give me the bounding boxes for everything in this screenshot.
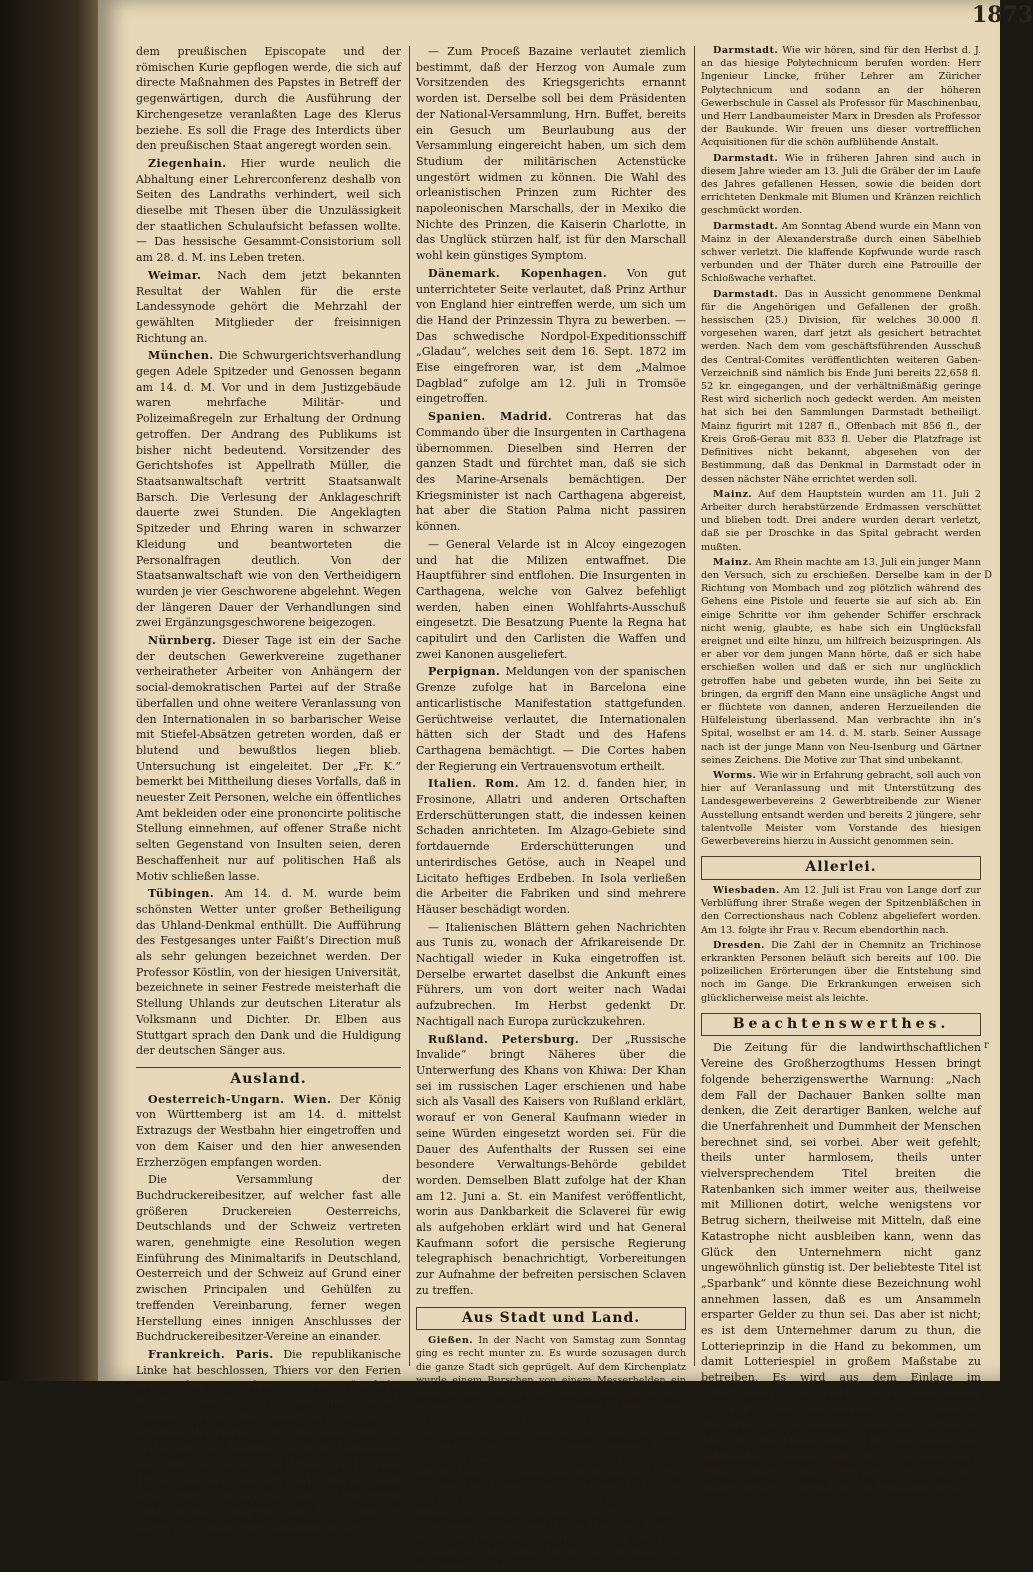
article-text: Die Schwurgerichtsverhandlung gegen Adele Spitzeder und Genossen begann am 14. d. M. Vor und in dem Justizgebäude waren mehrfache Militär- und Polizeimaßregeln zur Erhaltung der Ordnung getroffen. Der Andrang des Publikums ist bisher nicht bedeutend. Vorsitzender des Gerichtshofes ist Appellrath Müller, die Staatsanwaltschaft vertritt Staatsanwalt Barsch. Die Verlesung der Anklageschrift dauerte zwei Stunden. Die Angeklagten Spitzeder und Ehring waren in schwarzer Kleidung und beantworteten die Personalfragen deutlich. Von der Staatsanwaltschaft wie von den Vertheidigern wurden je vier Geschworene abgelehnt. Wegen der längeren Dauer der Verhandlungen sind zwei Ergänzungsgeschworene beigezogen. [136,349,401,630]
place-heading: Darmstadt. [713,152,779,164]
article [416,266,686,407]
section-heading-stadt-und-land: Aus Stadt und Land. [416,1307,686,1331]
article [136,156,401,266]
article-text: Wie in früheren Jahren sind auch in diesem Jahre wieder am 13. Juli die Gräber der im Laufe des Jahres gefallenen Hessen, sowie die beiden dort errichteten Denkmale mit Blumen und Kränzen reichlich geschmückt worden. [701,152,981,217]
place-heading: Darmstadt. [713,45,779,56]
article-text: Contreras hat das Commando über die Insurgenten in Carthagena übernommen. Dieselben sind Herren der ganzen Stadt und fürchtet man, daß sie sich des Marine-Arsenals bemächtigen. Der Kriegsminister ist nach Carthagena abgereist, hat aber die Station Palma nicht passiren können. [416,410,687,534]
column-3 [701,44,981,1495]
edge-fragment: D [984,570,993,581]
article [136,268,401,347]
place-heading: Dänemark. Kopenhagen. [428,266,608,280]
article-text: Dieser Tage ist ein der Sache der deutschen Gewerkvereine zugethaner verheiratheter Arbeiter von Anhängern der social-demokratischen Partei auf der Straße überfallen und ohne weitere Veranlassung von den Internationalen in so barbarischer Weise mit Stiefel-Absätzen getreten worden, daß er blutend und bewußtlos liegen blieb. Untersuchung ist eingeleitet. Der „Fr. K.“ bemerkt bei Mittheilung dieses Vorfalls, daß in neuester Zeit Personen, welche ein öffentliches Amt bekleiden oder eine prononcirte politische Stellung einnehmen, auf offener Straße nicht selten Gegenstand von Insulten seien, deren Beschaffenheit nur auf politischen Haß als Motiv schließen lasse. [136,634,401,883]
article [701,44,981,150]
section-heading-ausland: Ausland. [136,1067,401,1088]
column-2 [416,44,687,1571]
article-text: In der Nacht von Samstag zum Sonntag ging es recht munter zu. Es wurde sozusagen durch die ganze Stadt sich geprügelt. Auf dem Kirchenplatz wurde einem Burschen von einem Messerhelden ein Stich in den Kopf versetzt und ist die Wunde nicht ungefährlich. Die Sitte des Messerstechens scheint sich auch hier am Orte einzubürgern. In der Nacht vom Sonntag zum Montag entstand in einer Wirthschaft am Oswald’s Garten Scandal. Von 2 intervenirenden Schutzleuten wurde der eine, ein ruhiger Mann, von einem Bauernburschen durch zwei Messerstiche lebensgefährlich verwundet. Derselbe wurde von hinten angepackt und ihm ein Stich in den Rücken und einer in den Arm versetzt. Der andere Schutzmann zog in Folge dessen blank und traktirte einen der Excedenten derart, daß er in die Klinik geschafft werden mußte. Die übrigen Attentäter sind in Nummero Sicher. [416,1335,686,1571]
article-text: Der „Russische Invalide“ bringt Näheres über die Unterwerfung des Khans von Khiwa: Der Khan sei im russischen Lager erschienen und habe sich als Vasall des Kaisers von Rußland erklärt, worauf er von General Kaufmann wieder in seine Würden eingesetzt worden sei. Für die Dauer des Aufenthalts der Russen sei eine besondere Verwaltungs-Behörde gebildet worden. Demselben Blatt zufolge hat der Khan am 12. Juni a. St. ein Manifest veröffentlicht, worin aus Dankbarkeit die Sclaverei für ewig als aufgehoben erklärt wird und hat General Kaufmann sofort die persische Regierung telegraphisch benachrichtigt, Vorbereitungen zur Aufnahme der befreiten persischen Sclaven zu treffen. [416,1032,687,1297]
article-text: Wie wir in Erfahrung gebracht, soll auch von hier auf Veranlassung und mit Unterstützung des Landesgewerbevereins 2 Gewerbtreibende zur Wiener Ausstellung entsandt werden und bereits 2 jüngere, sehr talentvolle Meister vom Vorstande des hiesigen Gewerbevereins hierzu in Aussicht genommen sein. [701,769,981,847]
column-rule [409,46,410,1366]
article [416,776,686,917]
newspaper-page [98,0,1033,1571]
book-spine [0,0,98,1381]
article [701,220,981,286]
article-text: — General Velarde ist in Alcoy eingezogen und hat die Milizen entwaffnet. Die Hauptführer sind entflohen. Die Insurgenten in Carthagena, welche von Galvez befehligt werden, haben einen Wohlfahrts-Ausschuß eingesetzt. Die Besatzung Puente la Regna hat capitulirt und den Carlisten die Waffen und zwei Kanonen ausgeliefert. [416,537,686,661]
article [701,884,981,937]
article [416,409,686,535]
article [416,1032,686,1299]
place-heading: Darmstadt. [713,288,779,300]
section-heading-allerlei: Allerlei. [701,856,981,880]
place-heading: Perpignan. [428,665,501,679]
article-text: dem preußischen Episcopate und der römischen Kurie gepflogen werde, die sich auf directe Maßnahmen des Papstes in Betreff der gegenwärtigen, durch die Ausführung der Kirchengesetze veranlaßten Lage des Klerus beziehe. Es soll die Frage des Interdicts über den preußischen Staat angeregt worden sein. [136,45,401,153]
place-heading: München. [148,349,214,363]
place-heading: Ziegenhain. [148,156,227,170]
place-heading: Weimar. [148,268,202,282]
article-text: Der König von Württemberg ist am 14. d. mittelst Extrazugs der Westbahn hier eingetroffen und von dem Kaiser und den hier anwesenden Erzherzögen empfangen worden. [136,1092,401,1169]
article [701,288,981,486]
article-text: Die Versammlung der Buchdruckereibesitzer, auf welcher fast alle größeren Druckereien Oesterreichs, Deutschlands und der Schweiz vertreten waren, genehmigte eine Resolution wegen Einführung des Minimaltarifs in Deutschland, Oesterreich und der Schweiz auf Grund einer zwischen Principalen und Gehülfen zu treffenden Vereinbarung, ferner wegen Herstellung eines innigen Anschlusses der Buchdruckereibesitzer-Vereine an einander. [136,1173,401,1344]
place-heading: Tübingen. [148,887,215,901]
place-heading: Worms. [713,769,757,781]
place-heading: Gießen. [428,1335,474,1347]
article [701,152,981,218]
column-rule [694,46,695,1366]
place-heading: Nürnberg. [148,634,217,648]
article-text: Am 14. d. M. wurde beim schönsten Wetter unter großer Betheiligung das Uhland-Denkmal enthüllt. Die Aufführung des Festgesanges unter Faißt’s Direction muß als sehr gelungen bezeichnet werden. Der Professor Köstlin, von der hiesigen Universität, bezeichnete in seiner Festrede meisterhaft die Stellung Uhlands zur deutschen Literatur als Volksmann und Dichter. Dr. Elben aus Stuttgart sprach den Dank und die Huldigung der deutschen Sänger aus. [136,887,401,1058]
edge-fragment: r [984,1040,989,1051]
article-text: Hier wurde neulich die Abhaltung einer Lehrerconferenz deshalb von Seiten des Landraths verhindert, weil sich dieselbe mit Thesen über die Unzulässigkeit der staatlichen Schulaufsicht befassen wollte. — Das hessische Gesammt-Consistorium soll am 28. d. M. ins Leben treten. [136,156,401,265]
article [416,1334,686,1572]
article [136,886,401,1059]
article-text: Die republikanische Linke hat beschlossen, Thiers vor den Ferien ein Banket zu geben. — Der päpstliche Nuntius bemüht sich, bei dem Schah Concessionen für die Katholiken in Persien zu erhalten. Der Herzog v. Broglie unterstützt das Verlangen des Nuntius. — Dem Vernehmen nach wird der Schah von Persien am 18. oder 19. d. von hier bereisen und zunächst nach Lyon gehen. Ob derselbe nach Wien gehen wird, ist noch ungewiß. Am 13 d. fand zu Ehren des Schahs eine Illumination statt. [136,1347,402,1534]
section-heading-beachtenswerthes: Beachtenswerthes. [701,1013,981,1037]
article-text: Meldungen von der spanischen Grenze zufolge hat in Barcelona eine anticarlistische Manifestation stattgefunden. Gerüchtweise verlautet, die Internationalen hätten sich der Stadt und des Hafens Carthagena bemächtigt. — Die Cortes haben der Regierung ein Vertrauensvotum ertheilt. [416,665,686,773]
article [416,664,686,774]
article [136,348,401,631]
article-text: Die Zeitung für die landwirthschaftlichen Vereine des Großherzogthums Hessen bringt folgende beherzigenswerthe Warnung: „Nach dem Fall der Dachauer Banken sollte man denken, die Zeit derartiger Banken, welche auf die Unerfahrenheit und Dummheit der Menschen berechnet sind, sei vorbei. Aber weit gefehlt; theils unter harmlosem, theils unter vielversprechendem Titel breiten die Ratenbanken sich immer weiter aus, theilweise mit Millionen dotirt, welche wenigstens vor Betrug sichern, theilweise mit Mitteln, daß eine Katastrophe nicht ausbleiben kann, wenn das Glück den Unternehmern nicht ganz ungewöhnlich günstig ist. Der beliebteste Titel ist „Sparbank“ und könnte diese Bezeichnung wohl annehmen lassen, daß es um Ansammeln ersparter Gelder zu thun sei. Das aber ist nicht; es ist dem Unternehmer darum zu thun, die Lotterieprinzip in die Hand zu bekommen, um damit Lotteriespiel in großem Maßstabe zu betreiben. Es wird aus dem Einlage im günstigsten Fall kein Geld verloren gehen, indem für die Einlagen Lotterieloose angekauft werden, gleichviel, ob preußische Loose oder türkische. Aber für die Mühewaltung, für die Kosten der zahlreichen Agenten, muß die „Sparbank“ auch etwas haben und berechnet sie für ihre Mühewaltung, je nachdem das Publikum mehr [701,1041,981,1495]
article [701,769,981,848]
article-text: Am Sonntag Abend wurde ein Mann von Mainz in der Alexanderstraße durch einen Säbelhieb schwer verletzt. Die klaffende Kopfwunde wurde rasch verbunden und der Thäter durch eine Patrouille der Schloßwache verhaftet. [701,220,981,285]
article-text: Auf dem Hauptstein wurden am 11. Juli 2 Arbeiter durch herabstürzende Erdmassen verschüttet und blieben todt. Drei andere wurden derart verletzt, daß sie per Droschke in das Spital gebracht werden mußten. [701,488,981,553]
place-heading: Frankreich. Paris. [148,1347,274,1361]
place-heading: Dresden. [713,939,766,951]
article [701,939,981,1005]
article [136,633,401,884]
article-text: Am 12. Juli ist Frau von Lange dorf zur Verblüffung ihrer Straße wegen der Spitzenbläßchen in den Correctionshaus nach Coblenz abgeliefert worden. Am 13. folgte ihr Frau v. Recum ebendorthin nach. [701,884,981,936]
place-heading: Spanien. Madrid. [428,410,553,424]
place-heading: Mainz. [713,488,753,500]
article-text: Am Rhein machte am 13. Juli ein junger Mann den Versuch, sich zu erschießen. Derselbe kam in der Richtung von Mombach und zog plötzlich während des Gehens eine Pistole und feuerte sie auf sich ab. Ein einige Schritte vor ihm gehender Schiffer erschrack nicht wenig, glaubte, es habe sich ein Unglücksfall ereignet und eilte hinzu, um hilfreich beizuspringen. Als er aber vor dem jungen Mann hörte, daß er sich habe erschießen wollen und daß er sich nur unglücklich getroffen habe und gebeten wurde, ihn bei Seite zu bringen, da ergriff den Mann eine unsägliche Angst und er flüchtete von dannen, anderen Herzueilenden die Hülfeleistung überlassend. Man verbrachte ihn in’s Spital, woselbst er am 14. d. M. starb. Seiner Aussage nach ist der junge Mann von Neu-Isenburg und Gärtner seines Zeichens. Die Motive zur That sind unbekannt. [701,556,981,766]
place-heading: Mainz. [713,556,753,568]
article-text: Von gut unterrichteter Seite verlautet, daß Prinz Arthur von England hier eintreffen werde, um sich um die Hand der Prinzessin Thyra zu bewerben. — Das schwedische Nordpol-Expeditionsschiff „Gladau“, welches seit dem 16. Sept. 1872 im Eise eingefroren war, ist dem „Malmoe Dagblad“ zufolge am 12. Juli in Tromsöe eingetroffen. [416,266,687,406]
volume-year-marker: 1873 [972,2,1033,28]
article-text: — Zum Proceß Bazaine verlautet ziemlich bestimmt, daß der Herzog von Aumale zum Vorsitzenden des Kriegsgerichts ernannt worden ist. Derselbe soll bei dem Präsidenten der National-Versammlung, Hrn. Buffet, bereits ein Gesuch um Beurlaubung aus der Versammlung eingereicht haben, um sich dem Studium der militärischen Actenstücke ungestört widmen zu können. Die Wahl des orleanistischen Prinzen zum Richter des napoleonischen Marschalls, der in Mexiko die Nichte des Prinzen, die Kaiserin Charlotte, in das Unglück stürzen half, ist für den Marschall wohl kein günstiges Symptom. [416,45,686,263]
place-heading: Wiesbaden. [713,884,780,896]
place-heading: Rußland. Petersburg. [428,1032,580,1046]
article-text: Die Zahl der in Chemnitz an Trichinose erkrankten Personen beläuft sich bereits auf 100. Die polizeilichen Erörterungen über die Entstehung sind noch im Gange. Die Erkrankungen erweisen sich glücklicherweise meist als leichte. [701,939,981,1004]
article [136,1347,401,1535]
column-1 [136,44,402,1534]
article-text: Nach dem jetzt bekannten Resultat der Wahlen für die erste Landessynode gehört die Mehrzahl der gewählten Mitglieder der freisinnigen Richtung an. [136,268,401,345]
article-text: Das in Aussicht genommene Denkmal für die Angehörigen und Gefallenen der großh. hessischen (25.) Division, für welches 30.000 fl. vorgesehen waren, darf jetzt als gesichert betrachtet werden. Nach dem vom geschäftsführenden Ausschuß des Central-Comites veröffentlichten weiteren Gaben-Verzeichniß sind nämlich bis Ende Juni bereits 22,658 fl. 52 kr. eingegangen, und der verhältnißmäßig geringe Rest wird sicherlich noch gedeckt werden. Am meisten hat sich bei den Sammlungen Darmstadt betheiligt. Mainz figurirt mit 1287 fl., Offenbach mit 856 fl., der Kreis Groß-Gerau mit 833 fl. Ueber die Platzfrage ist Definitives nicht bekannt, abgesehen von der Bestimmung, daß das Denkmal in Darmstadt oder in dessen nächster Nähe errichtet werden soll. [701,288,981,485]
article [136,1092,401,1171]
article-text: — Italienischen Blättern gehen Nachrichten aus Tunis zu, wonach der Afrikareisende Dr. Nachtigall wieder in Kuka eingetroffen ist. Derselbe erwartet daselbst die Ankunft eines Führers, um von dort weiter nach Wadai aufzubrechen. Im Herbst gedenkt Dr. Nachtigall nach Europa zurückzukehren. [416,920,686,1028]
place-heading: Italien. Rom. [428,777,520,791]
article [701,556,981,767]
place-heading: Oesterreich-Ungarn. Wien. [148,1092,332,1106]
article [701,488,981,554]
article-text: Wie wir hören, sind für den Herbst d. J. an das hiesige Polytechnicum berufen worden: Herr Ingenieur Lincke, früher Lehrer am Züricher Polytechnicum und sodann an der höheren Gewerbschule in Cassel als Professor für Maschinenbau, und Herr Landbaumeister Marx in Dresden als Professor der Baukunde. Wir freuen uns dieser vortrefflichen Acquisitionen für die schön aufblühende Anstalt. [701,45,981,149]
place-heading: Darmstadt. [713,220,779,232]
article-text: Am 12. d. fanden hier, in Frosinone, Allatri und anderen Ortschaften Erderschütterungen statt, die indessen keinen Schaden anrichteten. Im Alzago-Gebiete sind fortdauernde Erderschütterungen und unterirdisches Getöse, auch in Neapel und Licitato heftiges Erdbeben. In Isola verließen die Arbeiter die Fabriken und sind mehrere Häuser beschädigt worden. [416,777,686,916]
